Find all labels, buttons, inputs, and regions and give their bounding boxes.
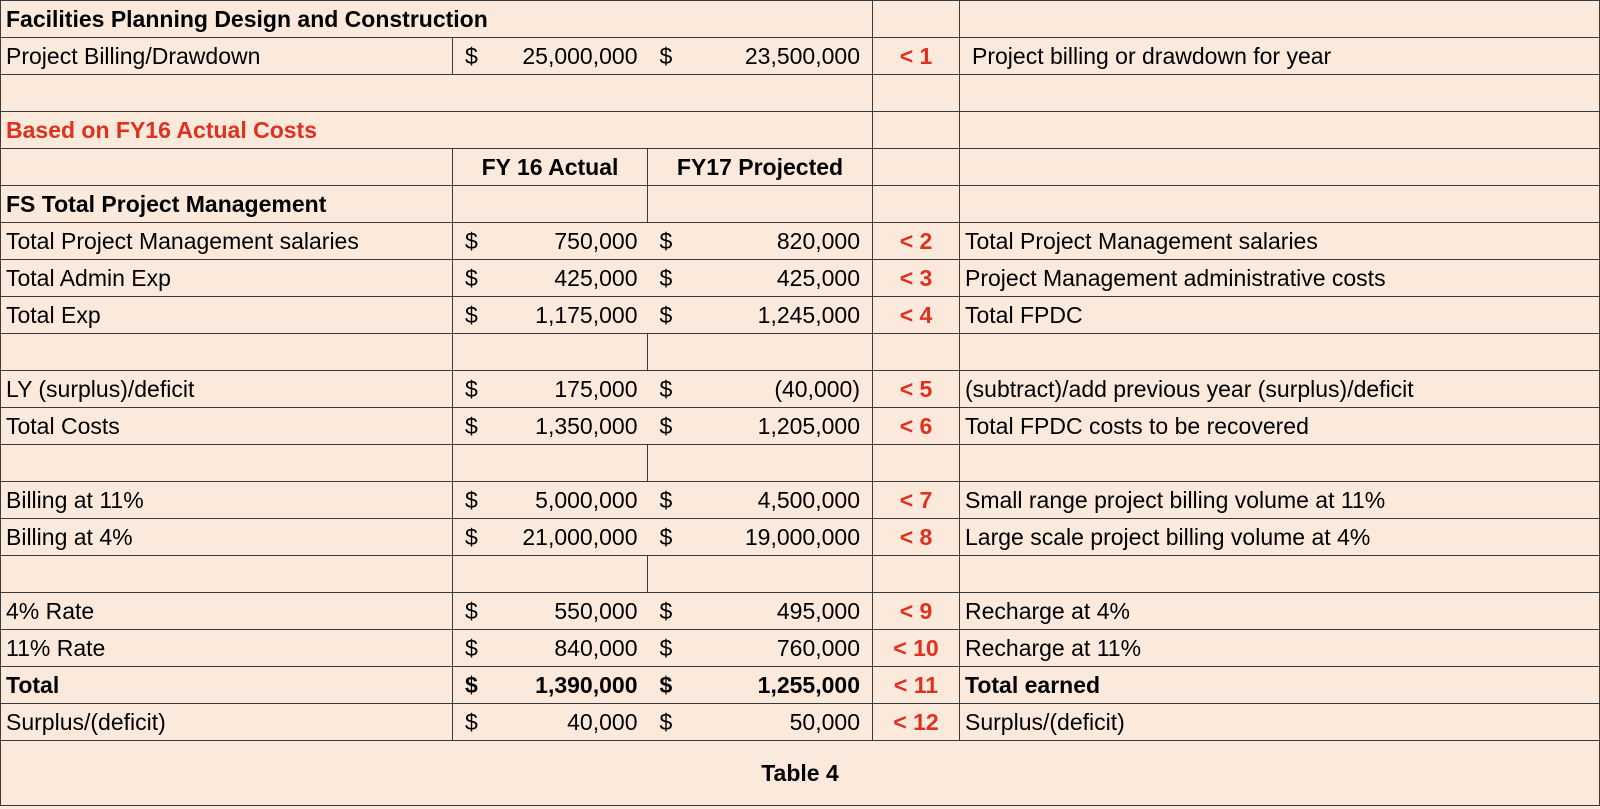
row-label: Billing at 4% (6, 523, 133, 550)
reference-cell[interactable] (873, 482, 960, 519)
table-row (1, 593, 1600, 630)
row-label-cell[interactable] (1, 371, 453, 408)
row-note-cell[interactable] (960, 371, 1600, 408)
reference-cell[interactable] (873, 297, 960, 334)
fy17-value-cell[interactable] (648, 371, 873, 408)
row-label-cell[interactable] (1, 482, 453, 519)
fy16-value-cell[interactable] (453, 667, 648, 704)
column-header-fy17-label: FY17 Projected (676, 153, 844, 180)
empty-cell[interactable] (960, 75, 1600, 112)
fy16-value: 1,390,000 (535, 671, 638, 698)
empty-cell[interactable] (453, 334, 648, 371)
fy16-value: 1,350,000 (535, 412, 638, 439)
currency-symbol: $ (465, 42, 478, 69)
row-note: (subtract)/add previous year (surplus)/deficit (965, 375, 1414, 402)
reference-cell[interactable] (873, 260, 960, 297)
fy17-value: 1,205,000 (757, 412, 860, 439)
row-label-cell[interactable] (1, 593, 453, 630)
table-row (1, 704, 1600, 741)
empty-cell[interactable] (960, 112, 1600, 149)
row-label: LY (surplus)/deficit (6, 375, 195, 402)
table-row (1, 519, 1600, 556)
currency-symbol: $ (659, 264, 673, 291)
fy17-value: 425,000 (776, 264, 860, 291)
fy16-value-cell[interactable] (453, 482, 648, 519)
currency-symbol: $ (465, 412, 478, 439)
fy16-value: 425,000 (554, 264, 638, 291)
fy16-value: 175,000 (554, 375, 638, 402)
fy17-value: 495,000 (776, 597, 860, 624)
empty-cell[interactable] (648, 556, 873, 593)
row-note-cell[interactable] (960, 630, 1600, 667)
table-row (1, 408, 1600, 445)
fy16-value: 750,000 (554, 227, 638, 254)
billing-value-a-cell[interactable] (453, 38, 648, 75)
table-row (1, 630, 1600, 667)
fy17-value: 4,500,000 (757, 486, 860, 513)
empty-cell[interactable] (453, 186, 648, 223)
reference-marker: < 10 (893, 634, 939, 661)
currency-symbol: $ (465, 486, 478, 513)
billing-row (1, 38, 1600, 75)
blank-row (1, 75, 1600, 112)
row-note: Total Project Management salaries (965, 227, 1318, 254)
reference-marker: < 3 (899, 264, 933, 291)
empty-cell[interactable] (960, 186, 1600, 223)
row-label: Total Admin Exp (6, 264, 171, 291)
fy16-value-cell[interactable] (453, 519, 648, 556)
table-row (1, 260, 1600, 297)
row-label: Total Costs (6, 412, 120, 439)
currency-symbol: $ (659, 301, 673, 328)
row-label: Total Project Management salaries (6, 227, 359, 254)
row-note-cell[interactable] (960, 297, 1600, 334)
row-note: Recharge at 11% (965, 634, 1142, 661)
table-row (1, 223, 1600, 260)
row-note-cell[interactable] (960, 260, 1600, 297)
empty-cell[interactable] (453, 445, 648, 482)
billing-ref-cell[interactable] (873, 38, 960, 75)
reference-cell[interactable] (873, 630, 960, 667)
currency-symbol: $ (465, 597, 478, 624)
footer-row (1, 741, 1600, 806)
title-row (1, 1, 1600, 38)
billing-value-a: 25,000,000 (522, 42, 638, 69)
row-label: Total Exp (6, 301, 101, 328)
empty-cell[interactable] (1, 149, 453, 186)
fy16-value-cell[interactable] (453, 223, 648, 260)
fy16-value-cell[interactable] (453, 371, 648, 408)
empty-cell[interactable] (648, 334, 873, 371)
currency-symbol: $ (465, 671, 478, 698)
reference-cell[interactable] (873, 593, 960, 630)
row-label-cell[interactable] (1, 408, 453, 445)
row-label: 4% Rate (6, 597, 95, 624)
empty-cell[interactable] (1, 445, 453, 482)
empty-cell[interactable] (453, 556, 648, 593)
table-caption: Table 4 (761, 759, 839, 786)
row-note-cell[interactable] (960, 223, 1600, 260)
reference-marker: < 6 (899, 412, 933, 439)
empty-cell[interactable] (1, 334, 453, 371)
empty-cell[interactable] (960, 334, 1600, 371)
fy17-value: 1,255,000 (757, 671, 860, 698)
billing-note: Project billing or drawdown for year (972, 42, 1332, 69)
fy16-value: 840,000 (554, 634, 638, 661)
empty-cell[interactable] (1, 75, 873, 112)
group-heading-cell[interactable] (1, 186, 453, 223)
row-label: Billing at 11% (6, 486, 144, 513)
column-header-fy16-label: FY 16 Actual (481, 153, 619, 180)
fy17-value-cell[interactable] (648, 519, 873, 556)
table-row (1, 297, 1600, 334)
group-heading: FS Total Project Management (6, 190, 327, 217)
column-header-fy17[interactable] (648, 149, 873, 186)
fy17-value-cell[interactable] (648, 630, 873, 667)
row-note-cell[interactable] (960, 667, 1600, 704)
fy17-value-cell[interactable] (648, 704, 873, 741)
fy16-value: 21,000,000 (522, 523, 638, 550)
row-label-cell[interactable] (1, 704, 453, 741)
currency-symbol: $ (659, 671, 673, 698)
row-note-cell[interactable] (960, 593, 1600, 630)
reference-marker: < 11 (893, 671, 939, 698)
blank-row (1, 334, 1600, 371)
empty-cell[interactable] (873, 556, 960, 593)
row-note: Recharge at 4% (965, 597, 1130, 624)
currency-symbol: $ (465, 301, 478, 328)
empty-cell[interactable] (960, 556, 1600, 593)
billing-value-b-cell[interactable] (648, 38, 873, 75)
row-note-cell[interactable] (960, 704, 1600, 741)
fy17-value: 760,000 (776, 634, 860, 661)
fy17-value-cell[interactable] (648, 408, 873, 445)
section-heading-cell[interactable] (1, 112, 873, 149)
fy17-value-cell[interactable] (648, 482, 873, 519)
reference-marker: < 8 (899, 523, 933, 550)
currency-symbol: $ (465, 523, 478, 550)
empty-cell[interactable] (873, 334, 960, 371)
fy16-value-cell[interactable] (453, 630, 648, 667)
billing-note-cell[interactable] (960, 38, 1600, 75)
reference-cell[interactable] (873, 667, 960, 704)
blank-row (1, 556, 1600, 593)
currency-symbol: $ (659, 227, 673, 254)
row-label-cell[interactable] (1, 223, 453, 260)
fy17-value-cell[interactable] (648, 667, 873, 704)
currency-symbol: $ (465, 264, 478, 291)
reference-marker: < 12 (893, 708, 939, 735)
row-label: Total (6, 671, 60, 698)
row-label: Surplus/(deficit) (6, 708, 166, 735)
footer-cell[interactable] (1, 741, 1600, 806)
group-heading-row (1, 186, 1600, 223)
fy16-value: 550,000 (554, 597, 638, 624)
fy17-value: 1,245,000 (757, 301, 860, 328)
row-note: Total FPDC costs to be recovered (965, 412, 1309, 439)
fy16-value: 40,000 (567, 708, 638, 735)
fy16-value-cell[interactable] (453, 260, 648, 297)
row-note: Total earned (965, 671, 1101, 698)
fy16-value: 5,000,000 (535, 486, 638, 513)
fy16-value-cell[interactable] (453, 593, 648, 630)
fy17-value-cell[interactable] (648, 297, 873, 334)
currency-symbol: $ (659, 523, 673, 550)
section-heading-row (1, 112, 1600, 149)
empty-cell[interactable] (873, 75, 960, 112)
billing-label-cell[interactable] (1, 38, 453, 75)
reference-cell[interactable] (873, 371, 960, 408)
reference-marker: < 2 (899, 227, 933, 254)
currency-symbol: $ (465, 708, 478, 735)
currency-symbol: $ (659, 708, 673, 735)
row-note: Total FPDC (965, 301, 1083, 328)
row-label-cell[interactable] (1, 630, 453, 667)
row-label-cell[interactable] (1, 260, 453, 297)
reference-marker: < 5 (899, 375, 933, 402)
reference-marker: < 1 (899, 42, 933, 69)
empty-cell[interactable] (1, 556, 453, 593)
empty-cell[interactable] (960, 149, 1600, 186)
empty-cell[interactable] (873, 1, 960, 38)
reference-marker: < 7 (899, 486, 933, 513)
empty-cell[interactable] (960, 1, 1600, 38)
currency-symbol: $ (465, 375, 478, 402)
fy17-value: 19,000,000 (744, 523, 860, 550)
sheet-title-cell[interactable] (1, 1, 873, 38)
row-label-cell[interactable] (1, 667, 453, 704)
empty-cell[interactable] (873, 445, 960, 482)
row-note: Large scale project billing volume at 4% (965, 523, 1371, 550)
table-row (1, 371, 1600, 408)
currency-symbol: $ (659, 412, 673, 439)
column-header-row (1, 149, 1600, 186)
reference-marker: < 4 (899, 301, 933, 328)
empty-cell[interactable] (873, 149, 960, 186)
fy16-value-cell[interactable] (453, 704, 648, 741)
currency-symbol: $ (659, 375, 673, 402)
row-note: Surplus/(deficit) (965, 708, 1125, 735)
fy17-value-cell[interactable] (648, 223, 873, 260)
row-note-cell[interactable] (960, 408, 1600, 445)
fy16-value: 1,175,000 (535, 301, 638, 328)
reference-marker: < 9 (899, 597, 933, 624)
row-label-cell[interactable] (1, 519, 453, 556)
currency-symbol: $ (659, 597, 673, 624)
row-note-cell[interactable] (960, 482, 1600, 519)
fy16-value-cell[interactable] (453, 297, 648, 334)
empty-cell[interactable] (873, 112, 960, 149)
row-note-cell[interactable] (960, 519, 1600, 556)
empty-cell[interactable] (648, 445, 873, 482)
table-row (1, 667, 1600, 704)
fy17-value-cell[interactable] (648, 593, 873, 630)
fy17-value: 820,000 (776, 227, 860, 254)
empty-cell[interactable] (648, 186, 873, 223)
section-heading: Based on FY16 Actual Costs (6, 116, 318, 143)
billing-value-b: 23,500,000 (744, 42, 860, 69)
currency-symbol: $ (659, 486, 673, 513)
reference-cell[interactable] (873, 519, 960, 556)
row-note: Project Management administrative costs (965, 264, 1386, 291)
empty-cell[interactable] (960, 445, 1600, 482)
row-note: Small range project billing volume at 11% (965, 486, 1386, 513)
fy16-value-cell[interactable] (453, 408, 648, 445)
fy17-value: (40,000) (774, 375, 860, 402)
row-label-cell[interactable] (1, 297, 453, 334)
fy17-value-cell[interactable] (648, 260, 873, 297)
currency-symbol: $ (659, 42, 673, 69)
column-header-fy16[interactable] (453, 149, 648, 186)
fy17-value: 50,000 (789, 708, 860, 735)
currency-symbol: $ (465, 634, 478, 661)
blank-row (1, 445, 1600, 482)
sheet-title: Facilities Planning Design and Construction (6, 5, 488, 32)
currency-symbol: $ (659, 634, 673, 661)
row-label: 11% Rate (6, 634, 106, 661)
currency-symbol: $ (465, 227, 478, 254)
reference-cell[interactable] (873, 408, 960, 445)
empty-cell[interactable] (873, 186, 960, 223)
reference-cell[interactable] (873, 704, 960, 741)
billing-label: Project Billing/Drawdown (6, 42, 261, 69)
table-row (1, 482, 1600, 519)
reference-cell[interactable] (873, 223, 960, 260)
